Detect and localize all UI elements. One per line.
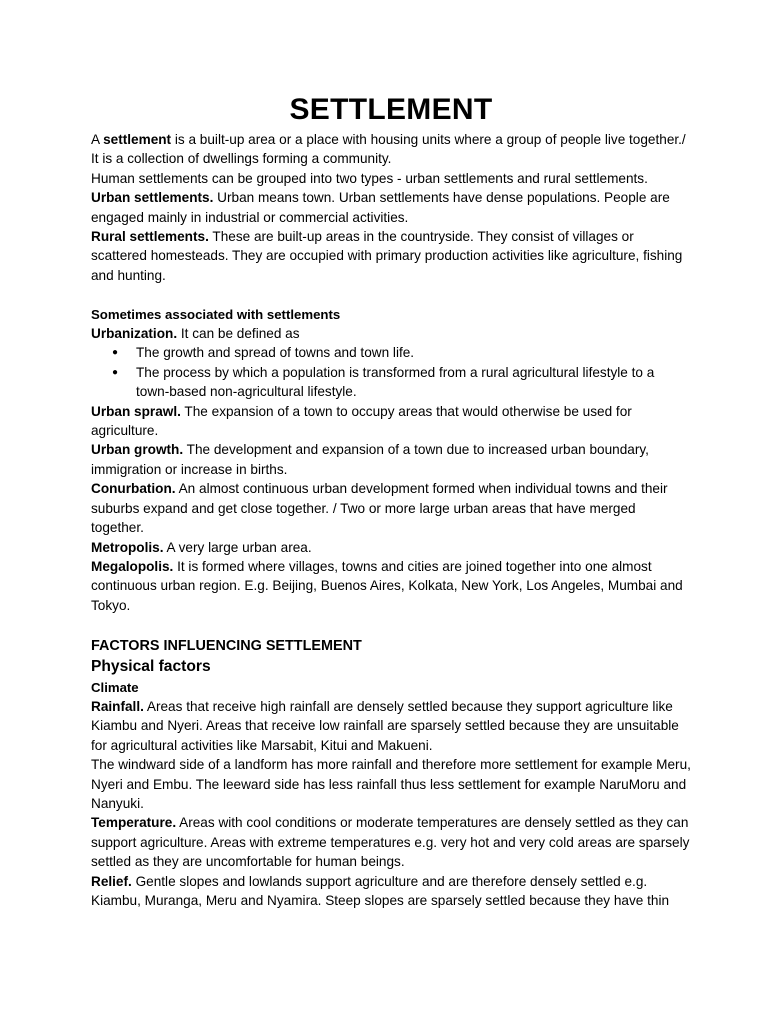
list-item xyxy=(112,363,691,402)
physical-factors-heading: Physical factors xyxy=(91,657,211,675)
metropolis-paragraph xyxy=(91,538,691,557)
urban-sprawl-text: The expansion of a town to occupy areas that would otherwise be used for agriculture. xyxy=(91,403,632,439)
page-title: SETTLEMENT xyxy=(289,93,493,126)
climate-heading: Climate xyxy=(91,679,139,695)
urban-growth-text: The development and expansion of a town due to increased urban boundary, immigration or increase in births. xyxy=(91,442,649,477)
relief-paragraph xyxy=(91,872,691,911)
settlement-types: Human settlements can be grouped into two types - urban settlements and rural settlements. xyxy=(91,170,648,186)
relief-text: Gentle slopes and lowlands support agriculture and are therefore densely settled e.g. Kiambu, Muranga, Meru and Nyamira. Steep slopes are sparsely settled because they have thin xyxy=(91,873,670,908)
metropolis-term: Metropolis. xyxy=(91,539,164,555)
associated-heading: Sometimes associated with settlements xyxy=(91,306,341,322)
urbanization-term: Urbanization. xyxy=(91,326,178,342)
urban-sprawl-paragraph xyxy=(91,402,691,441)
temperature-text: Areas with cool conditions or moderate temperatures are densely settled as they can support agriculture. Areas with extreme temperatures e.g. very hot and very cold areas are sparsely settled as they are uncomfortable for human beings. xyxy=(91,815,690,870)
bullet-icon: ● xyxy=(112,366,119,378)
windward-paragraph: The windward side of a landform has more rainfall and therefore more settlement for example Meru, Nyeri and Embu. The leeward side has less rainfall thus less settlement for example NaruMoru and Nanyuki. xyxy=(91,757,691,811)
urban-sprawl-term: Urban sprawl. xyxy=(91,403,181,419)
conurbation-text: An almost continuous urban development formed when individual towns and their suburbs expand and get close together. / Two or more large urban areas that have merged together. xyxy=(91,481,668,536)
metropolis-text: A very large urban area. xyxy=(163,539,312,555)
urban-settlements-text: Urban means town. Urban settlements have dense populations. People are engaged mainly in industrial or commercial activities. xyxy=(91,190,670,225)
urbanization-paragraph xyxy=(91,324,691,343)
rainfall-term: Rainfall. xyxy=(91,698,144,714)
intro-paragraph xyxy=(91,130,691,169)
megalopolis-text: It is formed where villages, towns and cities are joined together into one almost continuous urban region. E.g. Beijing, Buenos Aires, Kolkata, New York, Los Angeles, Mumbai and Tokyo. xyxy=(91,558,683,613)
relief-term: Relief. xyxy=(91,873,132,889)
spacer xyxy=(91,615,691,634)
rainfall-text: Areas that receive high rainfall are densely settled because they support agriculture like Kiambu and Nyeri. Areas that receive low rainfall are sparsely settled because they are unsuitable for agricultural activities like Marsabit, Kitui and Makueni. xyxy=(91,698,679,753)
urban-growth-paragraph xyxy=(91,440,691,479)
rainfall-paragraph xyxy=(91,697,691,755)
conurbation-term: Conurbation. xyxy=(91,481,176,497)
document-page xyxy=(91,92,691,910)
megalopolis-paragraph xyxy=(91,557,691,615)
urban-settlements-paragraph xyxy=(91,188,691,227)
urbanization-text: It can be defined as xyxy=(177,326,300,342)
megalopolis-term: Megalopolis. xyxy=(91,558,174,574)
urban-growth-term: Urban growth. xyxy=(91,442,184,458)
rural-settlements-text: These are built-up areas in the countryside. They consist of villages or scattered homesteads. They are occupied with primary production activities like agriculture, fishing and hunting. xyxy=(91,229,683,283)
rural-settlements-paragraph xyxy=(91,227,691,285)
settlement-definition: is a built-up area or a place with housing units where a group of people live together./ It is a collection of dwellings forming a community. xyxy=(91,132,686,167)
temperature-term: Temperature. xyxy=(91,815,177,831)
spacer xyxy=(91,285,691,304)
settlement-term: settlement xyxy=(103,132,172,147)
temperature-paragraph xyxy=(91,813,691,871)
list-item-text: The growth and spread of towns and town life. xyxy=(136,345,415,361)
list-item xyxy=(112,343,691,362)
urbanization-list xyxy=(91,343,691,401)
list-item-text: The process by which a population is transformed from a rural agricultural lifestyle to a town-based non-agricultural lifestyle. xyxy=(136,364,655,400)
intro-article: A xyxy=(91,132,104,147)
bullet-icon: ● xyxy=(112,347,119,359)
rural-settlements-term: Rural settlements. xyxy=(91,229,209,245)
urban-settlements-term: Urban settlements. xyxy=(91,190,214,206)
conurbation-paragraph xyxy=(91,479,691,537)
factors-heading: FACTORS INFLUENCING SETTLEMENT xyxy=(91,637,362,654)
